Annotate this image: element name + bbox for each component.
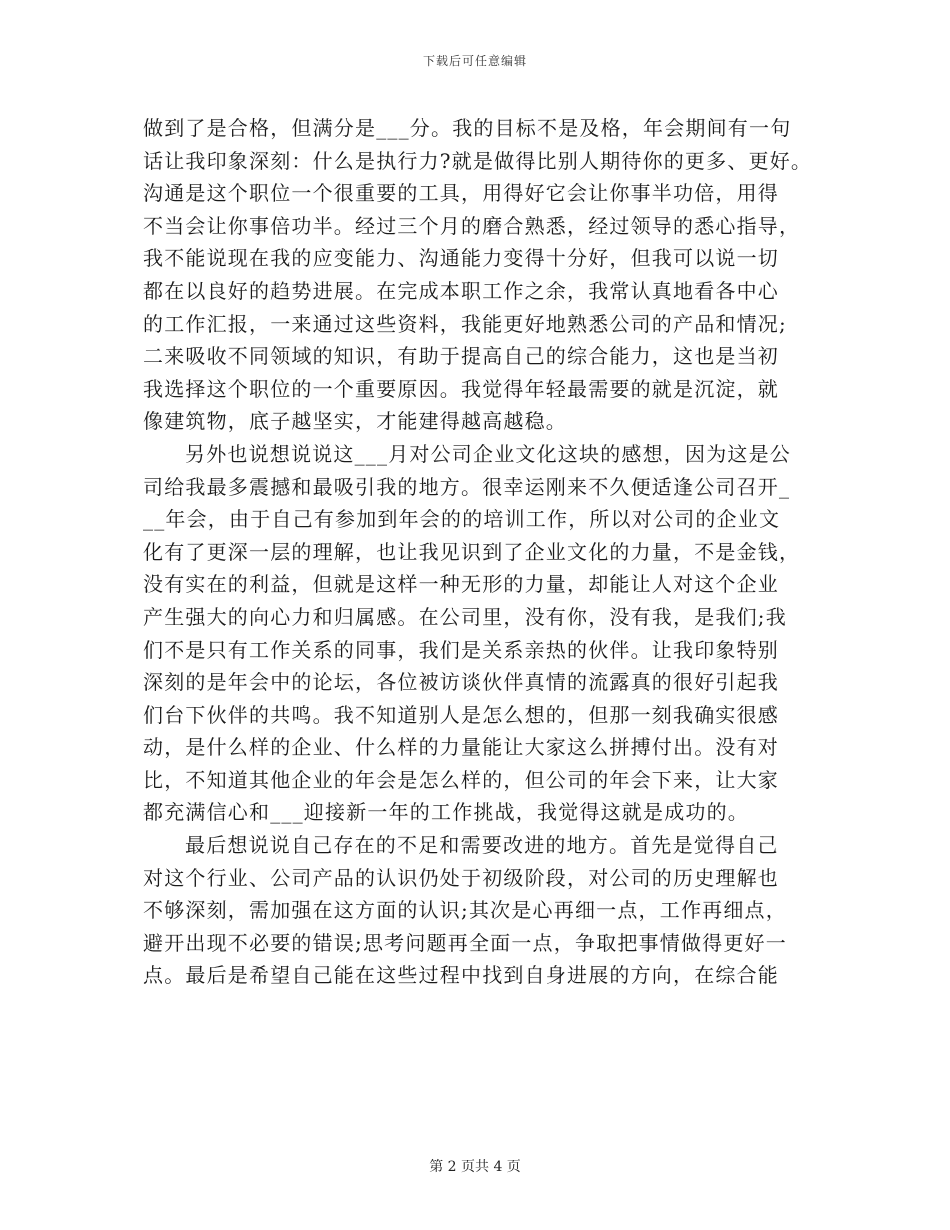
- page-header: 下载后可任意编辑: [422, 54, 527, 68]
- paragraph-start-line: 另外也说想说说这___月对公司企业文化这块的感想，因为这是公: [185, 441, 791, 466]
- text-line: 的工作汇报，一来通过这些资料，我能更好地熟悉公司的产品和情况;: [143, 311, 787, 336]
- text-line: 动，是什么样的企业、什么样的力量能让大家这么拼搏付出。没有对: [143, 735, 779, 760]
- text-line: 二来吸收不同领域的知识，有助于提高自己的综合能力，这也是当初: [143, 344, 779, 369]
- text-line: 比，不知道其他企业的年会是怎么样的，但公司的年会下来，让大家: [143, 767, 779, 792]
- text-line: 没有实在的利益，但就是这样一种无形的力量，却能让人对这个企业: [143, 572, 779, 597]
- text-line: 们不是只有工作关系的同事，我们是关系亲热的伙伴。让我印象特别: [143, 637, 779, 662]
- text-line: 化有了更深一层的理解，也让我见识到了企业文化的力量，不是金钱，: [143, 539, 801, 564]
- text-line: 都充满信心和___迎接新一年的工作挑战，我觉得这就是成功的。: [143, 800, 749, 825]
- text-line: 沟通是这个职位一个很重要的工具，用得好它会让你事半功倍，用得: [143, 181, 779, 206]
- text-line: 话让我印象深刻：什么是执行力?就是做得比别人期待你的更多、更好。: [143, 148, 813, 173]
- document-body: [143, 112, 823, 992]
- text-line: 不够深刻，需加强在这方面的认识;其次是心再细一点，工作再细点，: [143, 898, 787, 923]
- text-line: 不当会让你事倍功半。经过三个月的磨合熟悉，经过领导的悉心指导，: [143, 213, 801, 238]
- text-line: 对这个行业、公司产品的认识仍处于初级阶段，对公司的历史理解也: [143, 865, 779, 890]
- text-line: __年会，由于自己有参加到年会的的培训工作，所以对公司的企业文: [143, 507, 781, 532]
- text-line: 我不能说现在我的应变能力、沟通能力变得十分好，但我可以说一切: [143, 246, 779, 271]
- text-line: 司给我最多震撼和最吸引我的地方。很幸运刚来不久便适逢公司召开_: [143, 474, 791, 499]
- text-line: 做到了是合格，但满分是___分。我的目标不是及格，年会期间有一句: [143, 116, 792, 140]
- text-line: 像建筑物，底子越坚实，才能建得越高越稳。: [143, 409, 567, 434]
- page-number: 第 2 页共 4 页: [429, 1159, 521, 1175]
- paragraph-start-line: 最后想说说自己存在的不足和需要改进的地方。首先是觉得自己: [185, 833, 779, 858]
- text-line: 都在以良好的趋势进展。在完成本职工作之余，我常认真地看各中心: [143, 278, 779, 303]
- text-line: 们台下伙伴的共鸣。我不知道别人是怎么想的，但那一刻我确实很感: [143, 702, 779, 727]
- text-line: 深刻的是年会中的论坛，各位被访谈伙伴真情的流露真的很好引起我: [143, 670, 779, 695]
- text-line: 点。最后是希望自己能在这些过程中找到自身进展的方向，在综合能: [143, 963, 779, 988]
- text-line: 我选择这个职位的一个重要原因。我觉得年轻最需要的就是沉淀，就: [143, 376, 779, 401]
- text-line: 避开出现不必要的错误;思考问题再全面一点，争取把事情做得更好一: [143, 930, 787, 955]
- text-line: 产生强大的向心力和归属感。在公司里，没有你，没有我，是我们;我: [143, 604, 787, 629]
